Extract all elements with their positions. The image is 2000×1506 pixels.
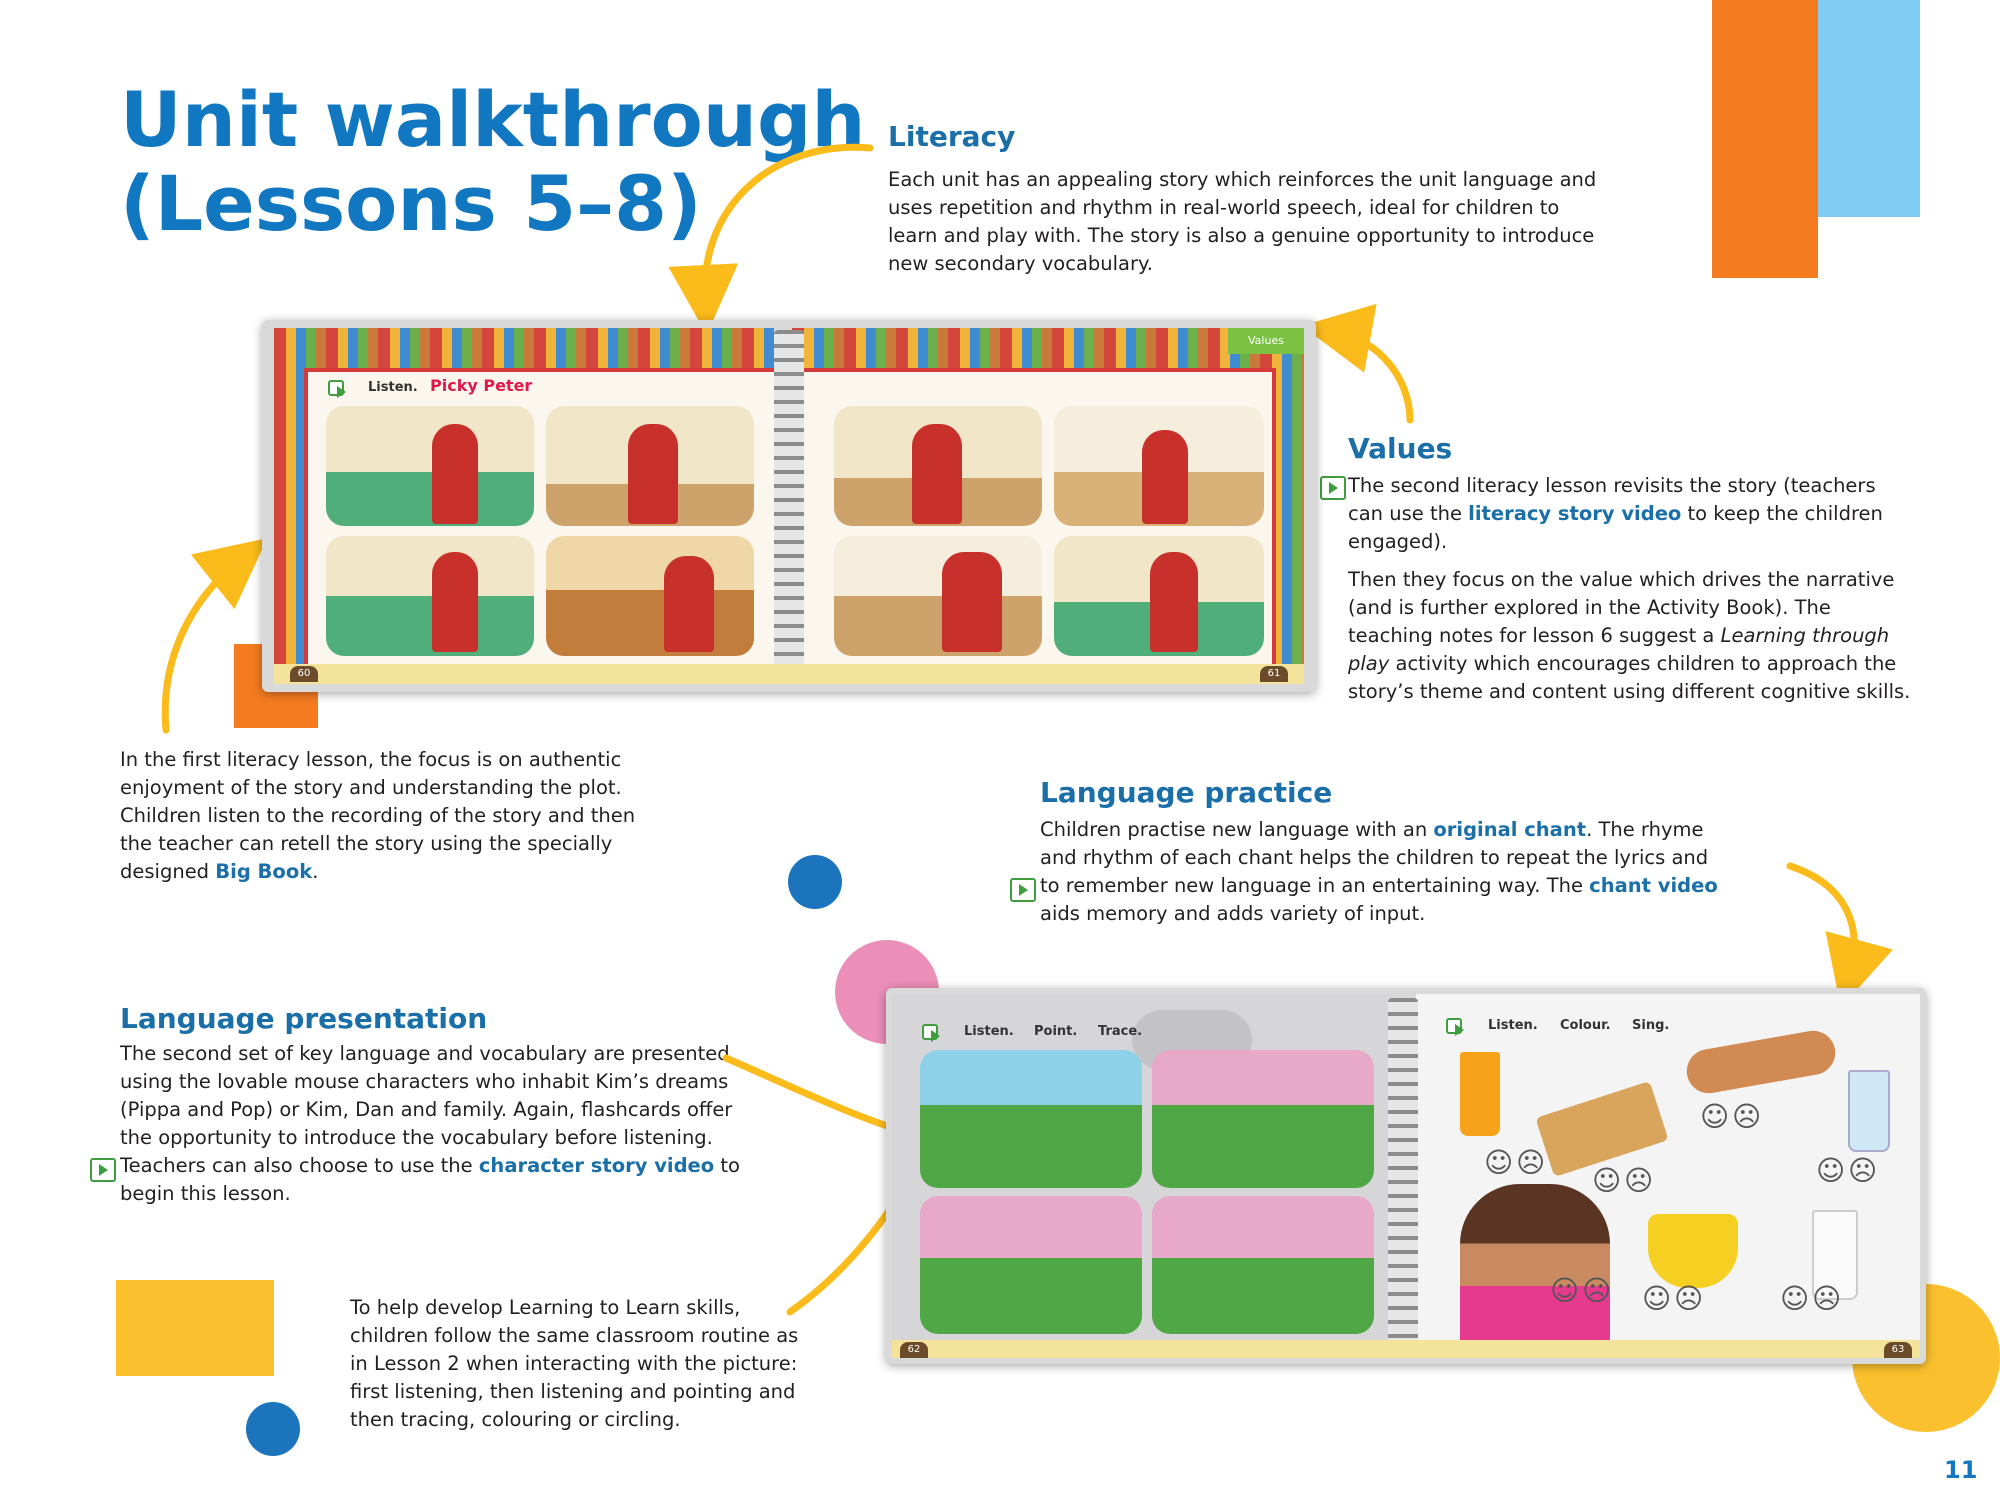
arrow-to-values-tab: [1336, 332, 1410, 420]
language-practice-heading: Language practice: [1040, 776, 1333, 809]
big-book-link[interactable]: Big Book: [215, 860, 313, 883]
chant-video-link[interactable]: chant video: [1589, 874, 1718, 897]
page-footer-strip: [892, 1340, 1920, 1358]
page-number: 11: [1944, 1456, 1978, 1484]
arrow-to-chant-page: [1790, 866, 1854, 974]
listen-instruction: Listen.: [368, 380, 418, 395]
language-practice-body: Children practise new language with an original chant. The rhyme and rhythm of each chant helps the children to repeat the lyrics and to remember new language in an entertaining way. The chant video aids memory and adds variety of input.: [1040, 818, 1718, 925]
character-story-video-link[interactable]: character story video: [478, 1154, 715, 1177]
colour-instruction: Colour.: [1560, 1018, 1611, 1033]
character-panel: [1152, 1196, 1374, 1334]
page-title: Unit walkthrough (Lessons 5–8): [120, 75, 866, 248]
story-panel: [326, 406, 534, 526]
literacy-story-video-link[interactable]: literacy story video: [1468, 502, 1682, 525]
spiral-binding: [774, 330, 804, 682]
sad-face-icon: ☹: [1624, 1164, 1654, 1197]
sing-instruction: Sing.: [1632, 1018, 1670, 1033]
literacy-body: Each unit has an appealing story which reinforces the unit language and uses repetition and rhythm in real-world speech, ideal for children to learn and play with. The story is also a genuine opportunity to introduce new secondary vocabulary.: [888, 168, 1597, 275]
arrow-from-first-literacy: [165, 560, 240, 730]
character-panel: [920, 1196, 1142, 1334]
sad-face-icon: ☹: [1516, 1146, 1546, 1179]
sad-face-icon: ☹: [1848, 1154, 1878, 1187]
original-chant-link[interactable]: original chant: [1433, 818, 1587, 841]
water-glass: [1848, 1070, 1890, 1152]
literacy-heading: Literacy: [888, 120, 1016, 153]
smiley-icon: ☺: [1550, 1274, 1580, 1307]
video-icon: [1446, 1018, 1462, 1034]
character-illustration: [1150, 552, 1198, 652]
trace-instruction: Trace.: [1098, 1024, 1143, 1039]
video-icon: [922, 1024, 938, 1040]
orange-juice-glass: [1460, 1052, 1500, 1136]
smiley-icon: ☺: [1592, 1164, 1622, 1197]
sad-face-icon: ☹: [1812, 1282, 1842, 1315]
character-panel: [1152, 1050, 1374, 1188]
page-number-badge: 60: [290, 666, 318, 682]
smiley-icon: ☺: [1780, 1282, 1810, 1315]
child-photo: [1460, 1184, 1610, 1354]
page-number-badge: 63: [1884, 1342, 1912, 1358]
language-presentation-body: The second set of key language and vocabulary are presented using the lovable mouse characters who inhabit Kim’s dreams (Pippa and Pop) or Kim, Dan and family. Again, flashcards offer the opportunity to introduce the vocabulary before listening. Teachers can also choose to use the character story video to begin this lesson.: [120, 1042, 740, 1205]
first-literacy-body: In the first literacy lesson, the focus is on authentic enjoyment of the story and understanding the plot. Children listen to the recording of the story and then the teacher can retell the story using the specially designed Big Book.: [120, 748, 636, 883]
values-paragraph-1: The second literacy lesson revisits the story (teachers can use the literacy story video to keep the children engaged).: [1348, 474, 1883, 553]
story-title: Picky Peter: [430, 376, 533, 395]
bananas-image: [1648, 1214, 1738, 1288]
listen-instruction: Listen.: [964, 1024, 1014, 1039]
page-footer-strip: [274, 664, 1304, 684]
page-number-badge: 61: [1260, 666, 1288, 682]
character-illustration: [432, 424, 478, 524]
smiley-icon: ☺: [1816, 1154, 1846, 1187]
sad-face-icon: ☹: [1582, 1274, 1612, 1307]
character-illustration: [432, 552, 478, 652]
values-heading: Values: [1348, 432, 1453, 465]
language-presentation-heading: Language presentation: [120, 1002, 488, 1035]
arrow-to-story-book: [705, 147, 870, 300]
point-instruction: Point.: [1034, 1024, 1078, 1039]
character-illustration: [912, 424, 962, 524]
story-book-spread: [262, 320, 1316, 692]
smiley-icon: ☺: [1484, 1146, 1514, 1179]
sad-face-icon: ☹: [1732, 1100, 1762, 1133]
character-illustration: [1142, 430, 1188, 524]
listen-instruction: Listen.: [1488, 1018, 1538, 1033]
values-tab: Values: [1228, 328, 1304, 354]
page-number-badge: 62: [900, 1342, 928, 1358]
character-illustration: [664, 556, 714, 652]
sad-face-icon: ☹: [1674, 1282, 1704, 1315]
story-panel: [546, 536, 754, 656]
spiral-binding: [1388, 998, 1418, 1354]
character-illustration: [628, 424, 678, 524]
smiley-icon: ☺: [1700, 1100, 1730, 1133]
learning-to-learn-body: To help develop Learning to Learn skills, children follow the same classroom routine as in Lesson 2 when interacting with the picture: first listening, then listening and pointing and then tracing, colouring or circling.: [350, 1296, 799, 1431]
values-paragraph-2: Then they focus on the value which drives the narrative (and is further explored in the Activity Book). The teaching notes for lesson 6 suggest a Learning through play activity which encourages children to approach the story’s theme and content using different cognitive skills.: [1348, 568, 1911, 703]
character-illustration: [942, 552, 1002, 652]
video-icon: [328, 380, 344, 396]
story-panel: [326, 536, 534, 656]
chant-book-spread: [886, 988, 1926, 1364]
character-panel: [920, 1050, 1142, 1188]
story-panel: [834, 536, 1042, 656]
smiley-icon: ☺: [1642, 1282, 1672, 1315]
